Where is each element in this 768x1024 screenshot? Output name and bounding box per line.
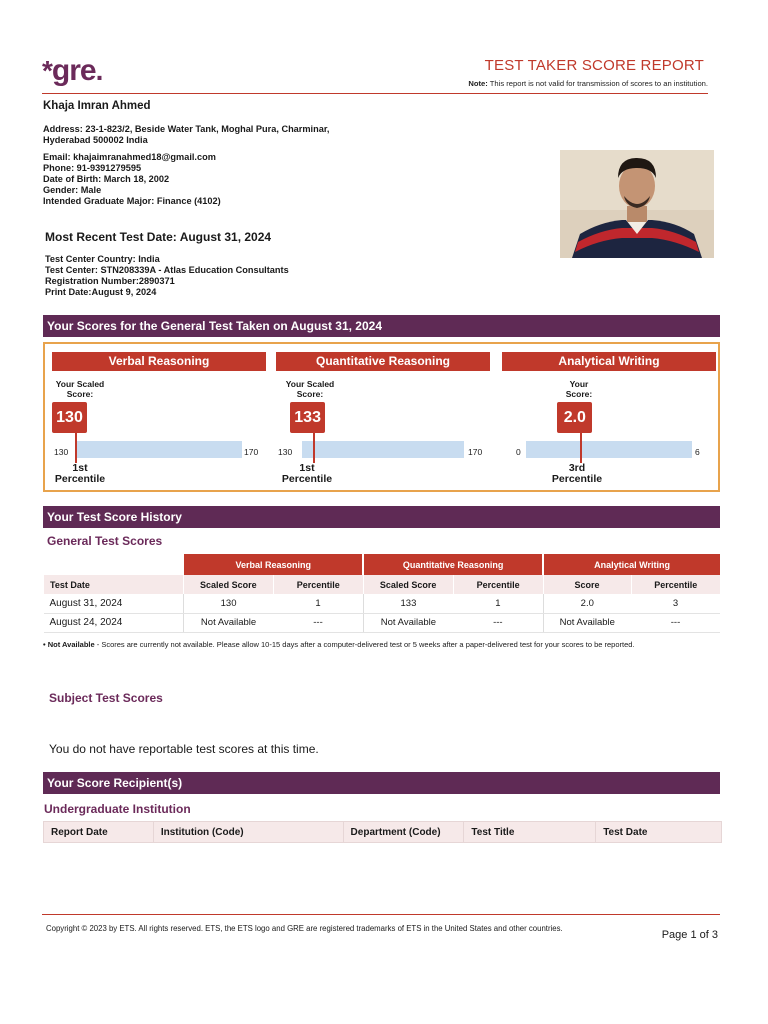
report-note: Note: This report is not valid for transmission of scores to an institution. xyxy=(468,79,708,88)
table-cell: August 31, 2024 xyxy=(44,594,184,613)
panel-title: Quantitative Reasoning xyxy=(276,352,490,371)
candidate-name: Khaja Imran Ahmed xyxy=(43,100,151,112)
scores-section-header: Your Scores for the General Test Taken on August 31, 2024 xyxy=(43,315,720,337)
copyright-text: Copyright © 2023 by ETS. All rights reserved. ETS, the ETS logo and GRE are registered trademarks of ETS in the United States and other countries. xyxy=(46,924,563,933)
column-header: Percentile xyxy=(273,575,363,594)
score-marker xyxy=(580,433,582,463)
scaled-score-label: Your Scaled Score: xyxy=(285,379,335,399)
scaled-score-label: Your Scaled Score: xyxy=(55,379,105,399)
column-header: Department (Code) xyxy=(343,822,464,843)
score-max: 170 xyxy=(468,447,483,457)
scaled-score-label: Your Score: xyxy=(565,379,593,399)
score-range-bar xyxy=(76,441,242,458)
score-max: 170 xyxy=(244,447,259,457)
table-cell: 133 xyxy=(363,594,453,613)
percentile: 1st Percentile xyxy=(281,462,333,485)
table-cell: 1 xyxy=(453,594,543,613)
history-section-header: Your Test Score History xyxy=(43,506,720,528)
column-header: Institution (Code) xyxy=(153,822,343,843)
scores-box xyxy=(43,342,720,492)
score-marker xyxy=(75,433,77,463)
column-header: Percentile xyxy=(453,575,543,594)
table-cell: Not Available xyxy=(543,613,631,632)
score-max: 6 xyxy=(695,447,700,457)
column-header: Score xyxy=(543,575,631,594)
table-cell: --- xyxy=(273,613,363,632)
score-marker xyxy=(313,433,315,463)
table-cell: 1 xyxy=(273,594,363,613)
score-min: 130 xyxy=(54,447,69,457)
recipients-section-header: Your Score Recipient(s) xyxy=(43,772,720,794)
table-cell: 2.0 xyxy=(543,594,631,613)
table-row xyxy=(44,613,721,632)
table-group-header-row xyxy=(44,554,721,575)
table-cell: Not Available xyxy=(183,613,273,632)
candidate-gender: Gender: Male xyxy=(43,185,102,195)
footer-divider xyxy=(42,914,720,915)
percentile: 3rd Percentile xyxy=(551,462,603,485)
column-header: Test Date xyxy=(44,575,184,594)
header-divider xyxy=(42,93,708,94)
subject-test-scores-heading: Subject Test Scores xyxy=(49,691,163,705)
score-badge: 2.0 xyxy=(557,402,592,433)
column-header: Report Date xyxy=(44,822,154,843)
candidate-phone: Phone: 91-9391279595 xyxy=(43,163,142,173)
address-line-1: Address: 23-1-823/2, Beside Water Tank, Moghal Pura, Charminar, xyxy=(43,124,330,134)
test-meta xyxy=(45,254,289,298)
table-cell: --- xyxy=(631,613,720,632)
group-writing: Analytical Writing xyxy=(543,554,720,575)
candidate-email: Email: khajaimranahmed18@gmail.com xyxy=(43,152,216,162)
table-column-header-row xyxy=(44,575,721,594)
group-verbal: Verbal Reasoning xyxy=(183,554,363,575)
percentile: 1st Percentile xyxy=(54,462,106,485)
table-cell: August 24, 2024 xyxy=(44,613,184,632)
group-quant: Quantitative Reasoning xyxy=(363,554,543,575)
score-panel-writing xyxy=(502,352,716,486)
column-header: Test Date xyxy=(596,822,722,843)
candidate-photo xyxy=(560,150,714,258)
score-badge: 133 xyxy=(290,402,325,433)
candidate-dob: Date of Birth: March 18, 2002 xyxy=(43,174,170,184)
report-title: TEST TAKER SCORE REPORT xyxy=(484,57,704,74)
table-cell: Not Available xyxy=(363,613,453,632)
column-header: Scaled Score xyxy=(363,575,453,594)
not-available-footnote: • Not Available - Scores are currently not available. Please allow 10-15 days after a computer-delivered test or 5 weeks after a paper-delivered test for your scores to be reported. xyxy=(43,640,635,649)
print-date: Print Date:August 9, 2024 xyxy=(45,287,157,297)
recipients-table xyxy=(43,821,722,843)
gre-logo: *gre. xyxy=(42,54,103,87)
score-panel-verbal xyxy=(52,352,266,486)
table-cell: 130 xyxy=(183,594,273,613)
general-test-scores-heading: General Test Scores xyxy=(47,534,163,548)
column-header: Scaled Score xyxy=(183,575,273,594)
panel-title: Verbal Reasoning xyxy=(52,352,266,371)
column-header: Test Title xyxy=(464,822,596,843)
score-history-table xyxy=(43,554,720,633)
table-row xyxy=(44,594,721,613)
candidate-address xyxy=(43,124,363,146)
no-scores-message: You do not have reportable test scores at this time. xyxy=(49,742,319,756)
table-cell: --- xyxy=(453,613,543,632)
most-recent-test-date: Most Recent Test Date: August 31, 2024 xyxy=(45,230,272,244)
score-min: 130 xyxy=(278,447,293,457)
table-column-header-row xyxy=(44,822,722,843)
candidate-major: Intended Graduate Major: Finance (4102) xyxy=(43,196,221,206)
score-range-bar xyxy=(526,441,692,458)
score-range-bar xyxy=(302,441,464,458)
page-number: Page 1 of 3 xyxy=(661,929,718,941)
column-header: Percentile xyxy=(631,575,720,594)
table-cell: 3 xyxy=(631,594,720,613)
undergraduate-institution-heading: Undergraduate Institution xyxy=(44,802,191,816)
score-min: 0 xyxy=(516,447,521,457)
address-line-2: Hyderabad 500002 India xyxy=(43,135,148,145)
registration-number: Registration Number:2890371 xyxy=(45,276,175,286)
test-center: Test Center: STN208339A - Atlas Education Consultants xyxy=(45,265,289,275)
panel-title: Analytical Writing xyxy=(502,352,716,371)
test-center-country: Test Center Country: India xyxy=(45,254,160,264)
score-badge: 130 xyxy=(52,402,87,433)
score-panel-quant xyxy=(276,352,490,486)
candidate-contact xyxy=(43,152,221,207)
